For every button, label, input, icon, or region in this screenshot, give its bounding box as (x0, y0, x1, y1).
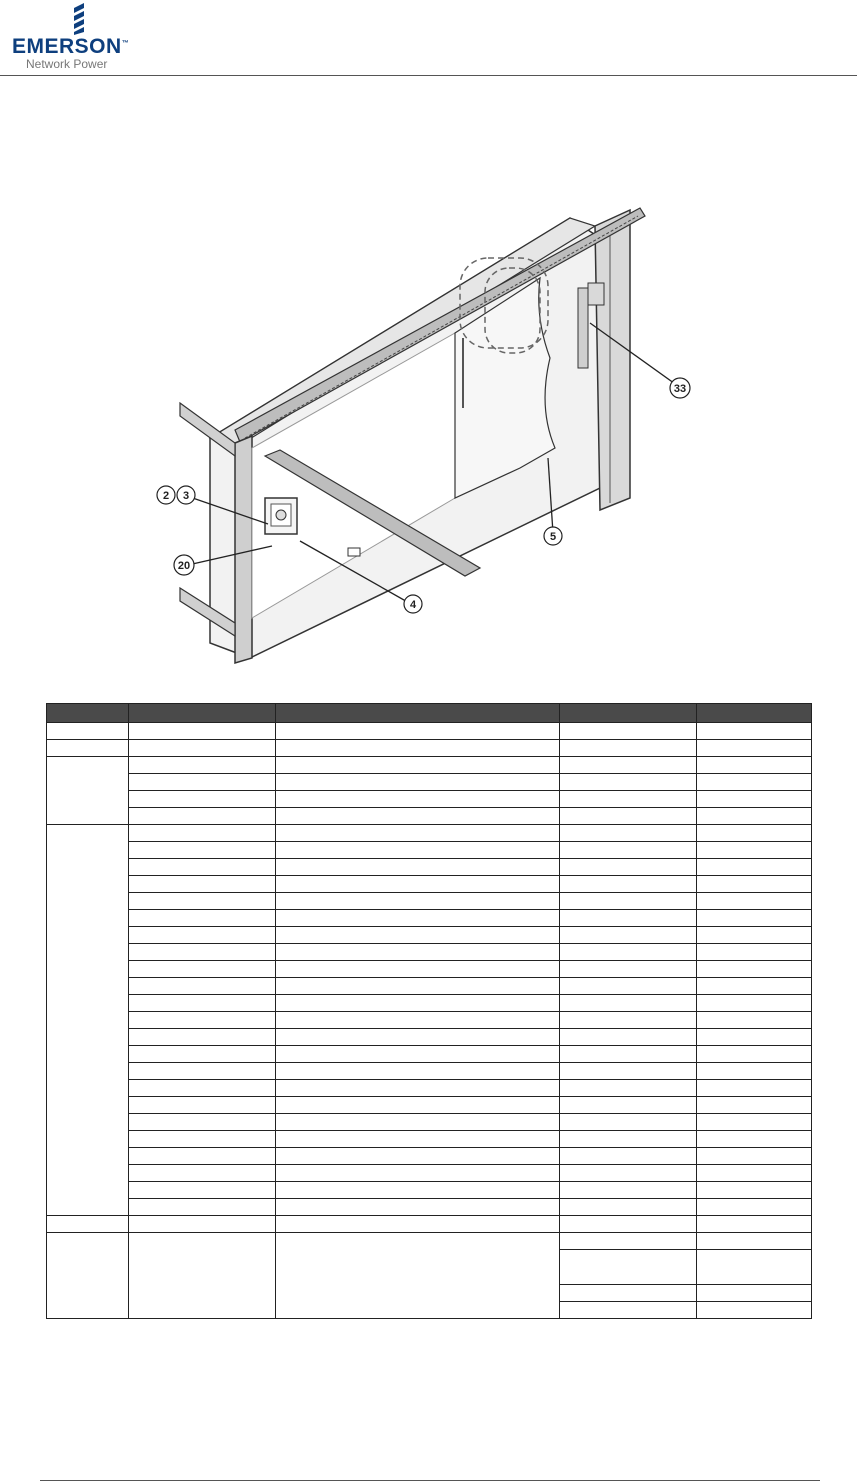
callout-33 (670, 378, 690, 398)
table-row (47, 740, 812, 757)
table-row (47, 808, 812, 825)
table-row (47, 757, 812, 774)
table-row (47, 961, 812, 978)
table-row (47, 1165, 812, 1182)
header-cell (560, 704, 697, 723)
callout-20 (174, 555, 194, 575)
table-row (47, 927, 812, 944)
table-row (47, 995, 812, 1012)
header-divider (0, 75, 857, 76)
table-row (47, 791, 812, 808)
svg-text:5: 5 (549, 531, 557, 543)
callout-3 (177, 486, 195, 504)
table-row (47, 910, 812, 927)
footer-divider (40, 1480, 820, 1481)
svg-text:4: 4 (409, 599, 417, 611)
emerson-logo (12, 2, 152, 72)
parts-diagram-drawing (140, 198, 720, 668)
callout-2 (157, 486, 175, 504)
table-row (47, 1216, 812, 1233)
svg-text:33: 33 (673, 383, 687, 395)
header-cell (47, 704, 129, 723)
brand-subtitle: Network Power (26, 57, 108, 71)
header-cell (276, 704, 560, 723)
table-row (47, 1046, 812, 1063)
parts-diagram (140, 198, 720, 668)
table-row (47, 723, 812, 740)
svg-text:20: 20 (177, 560, 191, 572)
table-row (47, 825, 812, 842)
table-row (47, 1199, 812, 1216)
header-cell (129, 704, 276, 723)
table-row (47, 859, 812, 876)
table-row (47, 1029, 812, 1046)
emerson-logo-mark-icon (60, 2, 100, 36)
table-row (47, 876, 812, 893)
table-row (47, 1148, 812, 1165)
table-row (47, 842, 812, 859)
table-row (47, 978, 812, 995)
table-row (47, 774, 812, 791)
svg-text:3: 3 (182, 490, 190, 502)
brand-name: EMERSON™ (12, 35, 129, 58)
table-row (47, 1131, 812, 1148)
table-row (47, 944, 812, 961)
table-row (47, 1114, 812, 1131)
table-row (47, 1063, 812, 1080)
parts-table (46, 703, 812, 1319)
header-cell (697, 704, 812, 723)
table-row (47, 1080, 812, 1097)
callout-4 (404, 595, 422, 613)
table-row (47, 1233, 812, 1250)
table-header-row (47, 704, 812, 723)
trademark-symbol: ™ (121, 40, 129, 47)
svg-text:2: 2 (162, 490, 170, 502)
table-row (47, 1012, 812, 1029)
callout-5 (544, 527, 562, 545)
table-row (47, 893, 812, 910)
table-row (47, 1182, 812, 1199)
table-row (47, 1097, 812, 1114)
